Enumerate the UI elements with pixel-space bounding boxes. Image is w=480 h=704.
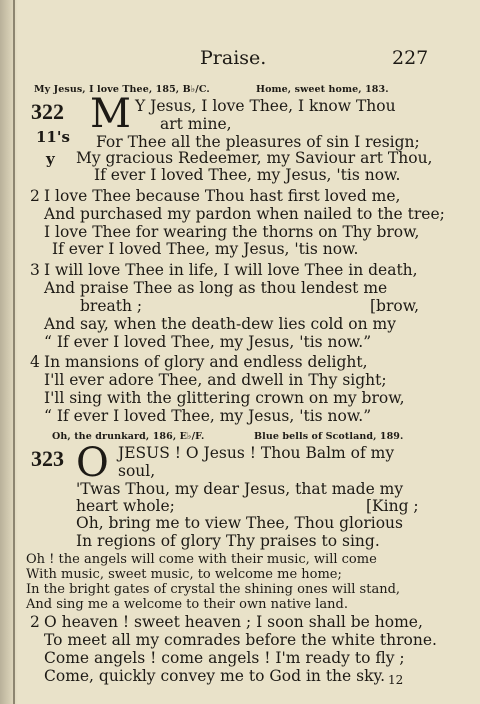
- signature-mark: 12: [388, 673, 404, 687]
- drop-cap: O: [76, 440, 109, 486]
- verse-line: Y Jesus, I love Thee, I know Thou: [135, 97, 396, 115]
- verse-number: 3: [30, 261, 40, 279]
- chorus-line: And sing me a welcome to their own native land.: [26, 597, 348, 612]
- verse-number: 2: [30, 187, 40, 205]
- verse-line: And say, when the death-dew lies cold on my: [44, 315, 396, 333]
- verse-line: 'Twas Thou, my dear Jesus, that made my: [76, 480, 404, 498]
- verse-line: Come, quickly convey me to God in the sky.: [44, 667, 386, 685]
- verse-line: I will love Thee in life, I will love Thee in death,: [44, 261, 418, 279]
- chorus-line: Oh ! the angels will come with their music, will come: [26, 552, 377, 567]
- verse-line: My gracious Redeemer, my Saviour art Thou,: [76, 149, 433, 167]
- verse-line: JESUS ! O Jesus ! Thou Balm of my: [118, 444, 395, 462]
- tune-reference-left: My Jesus, I love Thee, 185, B♭/C.: [34, 84, 210, 95]
- chorus-line: In the bright gates of crystal the shining ones will stand,: [26, 582, 401, 597]
- chorus-line: With music, sweet music, to welcome me home;: [26, 567, 342, 582]
- page-gutter: [0, 0, 18, 704]
- hymn-number: 323: [31, 446, 64, 471]
- verse-line: To meet all my comrades before the white throne.: [44, 631, 437, 649]
- verse-line: I love Thee for wearing the thorns on Thy brow,: [44, 223, 420, 241]
- meter-label: 11's: [36, 128, 70, 146]
- verse-line: I'll ever adore Thee, and dwell in Thy sight;: [44, 371, 387, 389]
- verse-line: I love Thee because Thou hast first loved me,: [44, 187, 401, 205]
- drop-cap: M: [90, 91, 131, 137]
- verse-line: In mansions of glory and endless delight,: [44, 353, 368, 371]
- verse-line: O heaven ! sweet heaven ; I soon shall be home,: [44, 613, 423, 631]
- verse-line: If ever I loved Thee, my Jesus, 'tis now.: [52, 240, 359, 258]
- verse-line: [brow,: [370, 297, 420, 315]
- page-title: Praise.: [200, 47, 267, 69]
- verse-line: [King ;: [366, 497, 419, 515]
- verse-number: 2: [30, 613, 40, 631]
- verse-line: soul,: [118, 462, 156, 480]
- verse-line: breath ;: [80, 297, 143, 315]
- verse-line: Come angels ! come angels ! I'm ready to fly ;: [44, 649, 405, 667]
- verse-line: “ If ever I loved Thee, my Jesus, 'tis now.”: [44, 333, 372, 351]
- verse-line: heart whole;: [76, 497, 175, 515]
- page-number: 227: [392, 47, 429, 69]
- verse-line: Oh, bring me to view Thee, Thou glorious: [76, 514, 403, 532]
- key-label: y: [46, 150, 55, 168]
- verse-number: 4: [30, 353, 40, 371]
- verse-line: In regions of glory Thy praises to sing.: [76, 532, 380, 550]
- verse-line: I'll sing with the glittering crown on my brow,: [44, 389, 405, 407]
- tune-reference-right: Blue bells of Scotland, 189.: [254, 431, 404, 442]
- verse-line: And purchased my pardon when nailed to the tree;: [44, 205, 445, 223]
- verse-line: art mine,: [160, 115, 232, 133]
- hymn-number: 322: [31, 99, 64, 124]
- verse-line: “ If ever I loved Thee, my Jesus, 'tis now.”: [44, 407, 372, 425]
- verse-line: And praise Thee as long as thou lendest me: [44, 279, 388, 297]
- tune-reference-left: Oh, the drunkard, 186, E♭/F.: [52, 431, 205, 442]
- tune-reference-right: Home, sweet home, 183.: [256, 84, 389, 95]
- verse-line: For Thee all the pleasures of sin I resign;: [96, 133, 420, 151]
- binding-line: [13, 0, 15, 704]
- verse-line: If ever I loved Thee, my Jesus, 'tis now.: [94, 166, 401, 184]
